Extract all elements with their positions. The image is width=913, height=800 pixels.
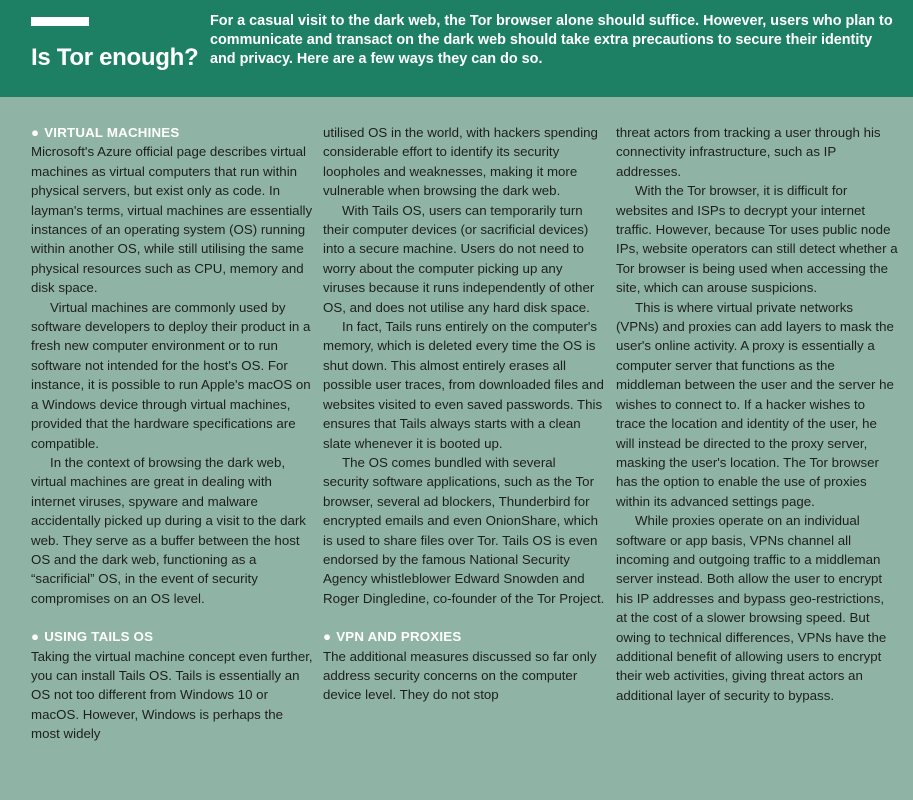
section-heading-vpn-proxies: ● VPN AND PROXIES [323,629,462,645]
paragraph: The additional measures discussed so far only address security concerns on the computer device level. They do not stop [323,648,597,703]
paragraph: threat actors from tracking a user through his connectivity infrastructure, such as IP addresses. [616,125,881,179]
paragraph: Taking the virtual machine concept even further, you can install Tails OS. Tails is essentially an OS not too different from Windows 10 or macOS. However, Windows is perhaps the most widely [31,648,313,742]
article-column-2 [323,123,605,705]
paragraph: With the Tor browser, it is difficult for websites and ISPs to decrypt your internet traffic. However, because Tor uses public node IPs, website operators can still detect whether a Tor browser is being used when accessing the site, which can arouse suspicions. [616,183,898,296]
paragraph: The OS comes bundled with several security software applications, such as the Tor browser, several ad blockers, Thunderbird for encrypted emails and even OnionShare, which is used to share files over Tor. Tails OS is even endorsed by the famous National Security Agency whistleblower Edward Snowden and Roger Dingledine, co-founder of the Tor Project. [323,454,605,606]
paragraph: While proxies operate on an individual software or app basis, VPNs channel all incoming and outgoing traffic to a middleman server instead. Both allow the user to encrypt his IP addresses and bypass geo-restrictions, at the cost of a slower browsing speed. But owing to technical differences, VPNs have the additional benefit of allowing users to encrypt their web activities, giving threat actors an additional layer of security to bypass. [616,513,887,703]
article-column-1 [31,123,313,744]
intro-text: For a casual visit to the dark web, the Tor browser alone should suffice. However, users who plan to communicate and transact on the dark web should take extra precautions to secure their identity and privacy. Here are a few ways they can do so. [210,13,893,67]
bullet-icon: ● [323,629,332,645]
bullet-icon: ● [31,125,40,140]
section-heading-tails-os: ● USING TAILS OS [31,629,154,645]
paragraph: This is where virtual private networks (VPNs) and proxies can add layers to mask the user's online activity. A proxy is essentially a computer server that functions as the middleman between the user and the server he wishes to connect to. If a hacker wishes to trace the location and identity of the user, he will instead be directed to the proxy server, masking the user's location. The Tor browser has the option to enable the use of proxies within its advanced settings page. [616,299,894,509]
paragraph: utilised OS in the world, with hackers spending considerable effort to identify its security loopholes and weaknesses, making it more vulnerable when browsing the dark web. [323,125,598,199]
paragraph: Virtual machines are commonly used by software developers to deploy their product in a fresh new computer environment or to run software not intended for the host's OS. For instance, it is possible to run Apple's macOS on a Windows device through virtual machines, provided that the hardware specifications are compatible. [31,299,311,451]
header-accent-bar [31,17,89,26]
paragraph: Microsoft's Azure official page describes virtual machines as virtual computers that run within physical servers, but exist only as code. In layman's terms, virtual machines are essentially instances of an operating system (OS) running within another OS, while still utilising the same physical resources such as CPU, memory and disk space. [31,144,313,296]
page-title: Is Tor enough? [31,44,199,71]
paragraph: In fact, Tails runs entirely on the computer's memory, which is deleted every time the OS is shut down. This almost entirely erases all possible user traces, from downloaded files and websites visited to even saved passwords. This ensures that Tails always starts with a clean slate whenever it is booted up. [323,319,604,451]
paragraph: With Tails OS, users can temporarily turn their computer devices (or sacrificial devices) into a secure machine. Users do not need to worry about the computer picking up any viruses because it runs independently of other OS, and does not utilise any hard disk space. [323,202,595,315]
bullet-icon: ● [31,629,40,645]
paragraph: In the context of browsing the dark web, virtual machines are great in dealing with internet viruses, spyware and malware accidentally picked up during a visit to the dark web. They serve as a buffer between the host OS and the dark web, functioning as a “sacrificial” OS, in the event of security compromises on an OS level. [31,454,306,606]
article-column-3 [616,123,898,705]
section-heading-virtual-machines: ● VIRTUAL MACHINES [31,125,180,140]
header-banner [0,0,913,97]
